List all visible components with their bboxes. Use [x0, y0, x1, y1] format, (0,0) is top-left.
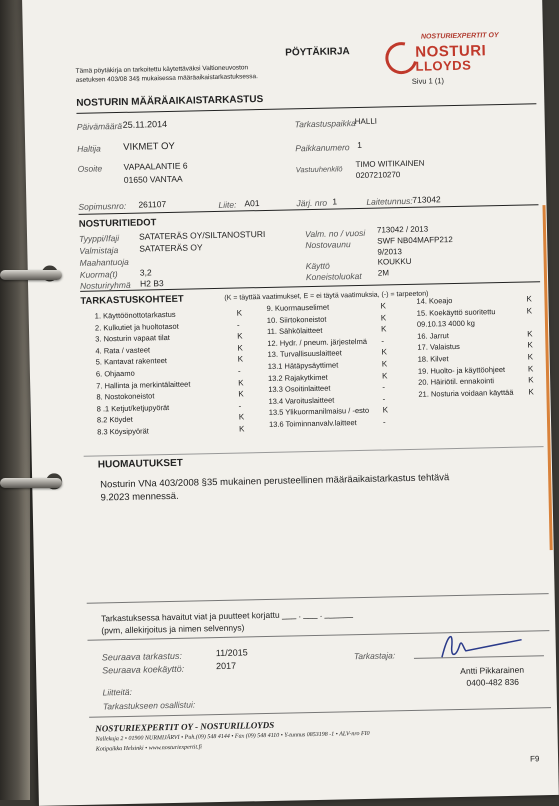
check-item-result: K	[380, 324, 387, 334]
check-item-result: -	[382, 417, 386, 427]
check-item-result: -	[382, 394, 386, 404]
check-item-label: 8.3 Köysipyörät	[97, 426, 149, 437]
company-name: NOSTURIEXPERTIT OY - NOSTURILLOYDS	[95, 719, 275, 734]
check-item-label: 9. Kuormauselimet	[266, 302, 330, 313]
address-line-1: VAPAALANTIE 6	[123, 160, 188, 172]
check-item-label: 18. Kilvet	[417, 354, 449, 364]
check-item-result: -	[381, 336, 385, 346]
check-item-result: K	[528, 387, 534, 397]
crane-year: 9/2013	[377, 247, 402, 257]
owner-value: VIKMET OY	[123, 140, 175, 153]
check-item-result: -	[237, 366, 241, 376]
check-item-label: 7. Hallinta ja merkintälaitteet	[96, 379, 191, 391]
check-item-result: -	[236, 320, 240, 330]
check-item-label: 21. Nosturia voidaan käyttää	[418, 387, 514, 399]
fixed-note: Tarkastuksessa havaitut viat ja puutteet korjattu ___ . ___ . ______	[100, 608, 353, 624]
check-item-result: K	[382, 405, 389, 415]
check-item-label: 13.1 Hätäpysäyttimet	[267, 360, 339, 371]
checks-legend: (K = täyttää vaatimukset, E = ei täytä vaatimuksia, (-) = tarpeeton)	[224, 290, 429, 302]
inspector-name: Antti Pikkarainen	[460, 664, 525, 676]
check-item-label: 13.4 Varoituslaitteet	[268, 395, 335, 406]
fixed-note-caption: (pvm, allekirjoitus ja nimen selvennys)	[101, 622, 245, 636]
inspection-heading: NOSTURIN MÄÄRÄAIKAISTARKASTUS	[76, 93, 264, 109]
check-item-label: 2. Kulkutiet ja huoltotasot	[94, 321, 179, 333]
document-page: PÖYTÄKIRJA Tämä pöytäkirja on tarkoitettu käytettäväksi Valtioneuvoston asetuksen 403/08 34§ mukaisessa määräaikaistarkastuksessa. Sivu 1 (1) NOSTURIEXPERTIT OY NOSTURI LLOYDS NOSTURIN MÄÄRÄAIKAISTARKASTUS Päivämäärä 25.11.2014 Tarkastuspaikka HALLI Haltija VIKMET OY Paikkanumero 1 Osoite VAPAALANTIE 6 01650 VANTAA Vastuuhenkilö TIMO WITIKAINEN 0207210270 Sopimusnro: 261107 Liite: A01 Järj. nro 1 Laitetunnus: 713042 NOSTURITIEDOT Tyyppi/Ifaji SATATERÄS OY/SILTANOSTURI Valmistaja SATATERÄS OY Maahantuoja Kuorma(t) 3,2 Nosturiryhmä H2 B3 Valm. no / vuosi 713042 / 2013 Nostovaunu SWF NB04MAFP212 9/2013 Käyttö KOUKKU Koneistoluokat 2M TARKASTUSKOHTEET (K = täyttää vaatimukset, E = ei täytä vaatimuksia, (-) = tarpeeton) 1. Käyttöönottotarkastus K 2. Kulkutiet ja huoltotasot - 3. Nosturin vapaat tilat K 4. Rata / vasteet K 5. Kantavat rakenteet K 6. Ohjaamo - 7. Hallinta ja merkintälaitteet K 8. Nostokoneistot K 8 .1 Ketjut/ketjupyörät - 8.2 Köydet K 8.3 Köysipyörät K 9. Kuormauselimet K 10. Siirtokoneistot K 11. Sähkölaitteet K 12. Hydr. / pneum. järjestelmä - 13. Turvallisuuslaitteet K 13.1 Hätäpysäyttimet K 13.2 Rajakytkimet K 13.3 Osoitinlaitteet - 13.4 Varoituslaitteet - 13.5 Ylikuormanilmaisu / -esto K 13.6 Toiminnanvalv.laitteet - 14. Koeajo K 15. Koekäyttö suoritettu K 09.10.13 4000 kg 16. Jarrut K 17. Valaistus K 18. Kilvet K 19. Huolto- ja käyttöohjeet K 20. Häiriötil. ennakointi K 21. Nosturia voidaan käyttää K HUOMAUTUKSET Nosturin VNa 403/2008 §35 mukainen perusteellinen määräaikaistarkastus tehtävä 9.2023 mennessä. Tarkastuksessa havaitut viat ja puutteet korjattu ___ . ___ . ______ (pvm, allekirjoitus ja nimen selvennys) Seuraava tarkastus: 11/2015 Seuraava koekäyttö: 2017 Tarkastaja: Antti Pikkarainen 0400-482 836 Liitteitä: Tarkastukseen osallistui: NOSTURIEXPERTIT OY - NOSTURILLOYDS Nallekuja 2 • 01900 NURMIJÄRVI • Puh.(09) 548 4144 • Fax (09) 548 4110 • Y-tunnus 0853198 -1 • ALV-nro FI0 Kotipaikka Helsinki • www.nosturiexpertit.fi F9	[22, 0, 559, 806]
contact-phone: 0207210270	[355, 170, 401, 181]
check-item-label: 5. Kantavat rakenteet	[95, 356, 168, 367]
check-item-result: K	[526, 305, 533, 316]
binder-ring	[0, 270, 62, 280]
divider	[84, 446, 544, 457]
check-item-label: 16. Jarrut	[417, 330, 449, 341]
site-value: 1	[357, 139, 363, 151]
check-item-result: K	[527, 352, 534, 362]
check-item-label: 19. Huolto- ja käyttöohjeet	[417, 364, 506, 376]
remarks-heading: HUOMAUTUKSET	[97, 457, 183, 471]
check-item-result: K	[527, 340, 533, 350]
check-item-label: 13.6 Toiminnanvalv.laitteet	[268, 418, 357, 429]
check-item-label: 1. Käyttöönottotarkastus	[94, 309, 176, 321]
place-value: HALLI	[354, 116, 378, 127]
check-item-result: K	[381, 347, 387, 357]
divider	[87, 593, 549, 604]
doc-title: PÖYTÄKIRJA	[285, 46, 350, 59]
crane-class: 2M	[377, 268, 390, 278]
appendix-value: A01	[244, 198, 260, 209]
binder-ring	[0, 478, 62, 488]
crane-serial: 713042 / 2013	[376, 224, 429, 235]
form-code: F9	[529, 754, 540, 764]
check-item-result: K	[237, 343, 243, 353]
company-domicile: Kotipaikka Helsinki • www.nosturiexpertit.fi	[95, 744, 202, 753]
checks-section-heading: TARKASTUSKOHTEET	[80, 293, 184, 307]
check-item-label: 17. Valaistus	[417, 342, 460, 353]
check-item-label: 15. Koekäyttö suoritettu	[416, 306, 496, 318]
crane-type: SATATERÄS OY/SILTANOSTURI	[138, 228, 266, 242]
check-item-result: K	[237, 354, 244, 364]
crane-section-heading: NOSTURITIEDOT	[78, 217, 157, 230]
check-item-label: 13.3 Osoitinlaitteet	[268, 383, 331, 395]
check-item-result: K	[526, 294, 532, 304]
check-item-result: K	[381, 359, 388, 369]
check-item-result: K	[238, 389, 244, 399]
crane-group: H2 B3	[139, 278, 164, 289]
check-item-label: 14. Koeajo	[416, 296, 453, 306]
crane-load: 3,2	[139, 267, 152, 278]
company-logo: NOSTURIEXPERTIT OY NOSTURI LLOYDS	[381, 32, 510, 75]
next-trial: 2017	[215, 660, 237, 672]
check-item-result: K	[238, 378, 244, 388]
check-item-result: K	[237, 331, 243, 341]
check-item-label: 09.10.13 4000 kg	[416, 318, 476, 329]
contact-name: TIMO WITIKAINEN	[355, 158, 425, 170]
date-value: 25.11.2014	[122, 118, 168, 130]
check-item-label: 3. Nosturin vapaat tilat	[95, 333, 170, 344]
check-item-result: K	[236, 308, 243, 318]
check-item-result: K	[238, 412, 245, 422]
check-item-label: 8.2 Köydet	[96, 415, 133, 425]
next-inspection: 11/2015	[215, 647, 248, 659]
remarks-line: Nosturin VNa 403/2008 §35 mukainen perusteellinen määräaikaistarkastus tehtävä	[100, 472, 450, 491]
accent-bar	[542, 205, 552, 550]
page-number: Sivu 1 (1)	[411, 76, 445, 86]
check-item-label: 10. Siirtokoneistot	[266, 314, 327, 325]
check-item-label: 6. Ohjaamo	[95, 368, 135, 379]
check-item-label: 13. Turvallisuuslaitteet	[267, 348, 342, 360]
check-item-label: 4. Rata / vasteet	[95, 345, 151, 356]
check-item-label: 13.2 Rajakytkimet	[267, 372, 328, 383]
crane-use: KOUKKU	[377, 256, 412, 267]
check-item-label: 11. Sähkölaitteet	[266, 325, 323, 337]
crane-maker: SATATERÄS OY	[139, 242, 203, 254]
inspector-phone: 0400-482 836	[466, 676, 520, 688]
intro-line: Tämä pöytäkirja on tarkoitettu käytettäväksi Valtioneuvoston	[75, 64, 249, 75]
check-item-label: 13.5 Ylikuormanilmaisu / -esto	[268, 406, 370, 418]
company-address: Nallekuja 2 • 01900 NURMIJÄRVI • Puh.(09) 548 4144 • Fax (09) 548 4110 • Y-tunnus 0853198 -1 • ALV-nro FI0	[95, 730, 370, 743]
contract-value: 261107	[138, 199, 167, 210]
check-item-result: K	[380, 313, 387, 323]
device-value: 713042	[412, 194, 441, 205]
check-item-label: 8 .1 Ketjut/ketjupyörät	[96, 402, 170, 414]
check-item-result: -	[238, 401, 242, 411]
check-item-result: K	[239, 424, 245, 434]
seq-value: 1	[332, 196, 338, 207]
check-item-result: K	[527, 363, 534, 374]
check-item-label: 12. Hydr. / pneum. järjestelmä	[267, 336, 368, 348]
crane-hoist: SWF NB04MAFP212	[377, 235, 453, 246]
check-item-result: K	[528, 375, 534, 385]
check-item-label: 20. Häiriötil. ennakointi	[418, 376, 495, 387]
remarks-line: 9.2023 mennessä.	[100, 490, 179, 504]
intro-line: asetuksen 403/08 34§ mukaisessa määräaikaistarkastuksessa.	[75, 73, 258, 84]
check-item-result: -	[382, 382, 386, 392]
check-item-result: K	[527, 329, 533, 339]
check-item-result: K	[381, 371, 388, 381]
check-item-result: K	[380, 301, 387, 311]
check-item-label: 8. Nostokoneistot	[96, 391, 155, 402]
address-line-2: 01650 VANTAA	[123, 173, 183, 185]
